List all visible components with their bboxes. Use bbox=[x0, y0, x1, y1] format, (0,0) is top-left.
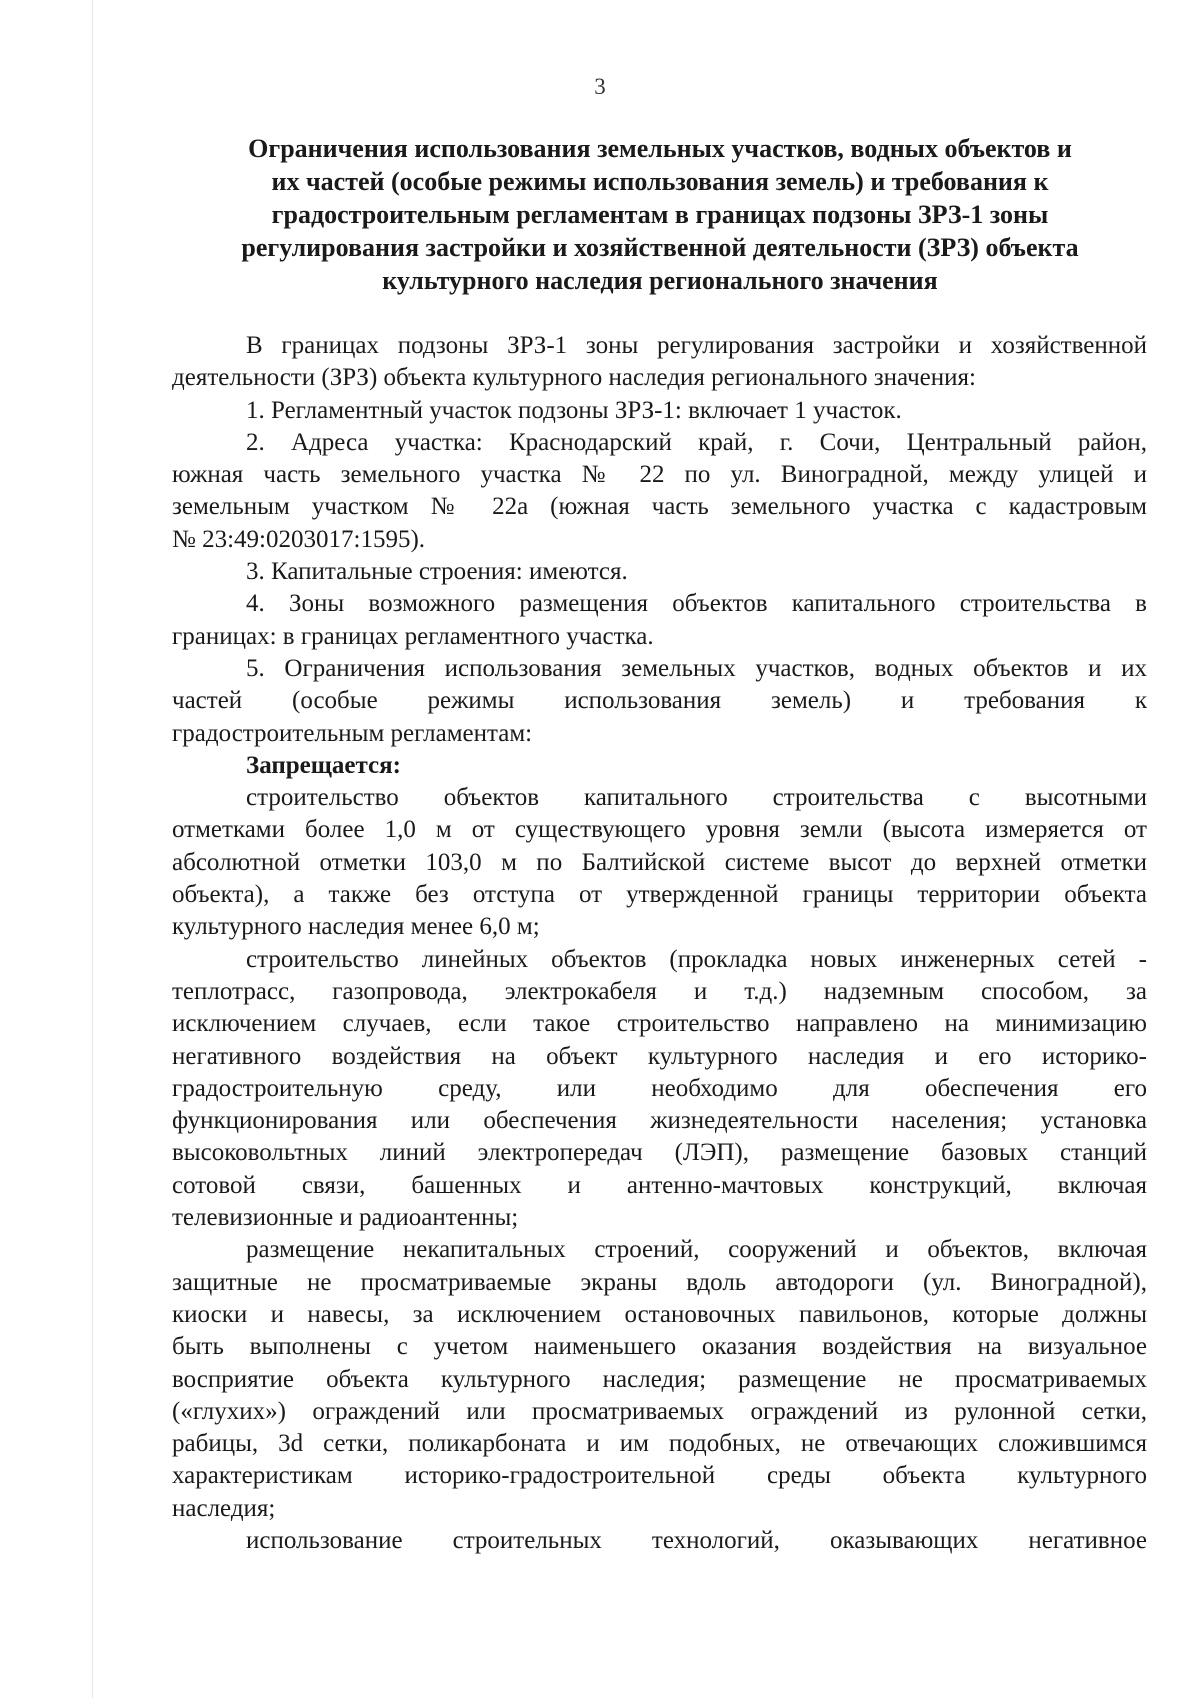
body-line: киоски и навесы, за исключением остановочных павильонов, которые должны bbox=[172, 1300, 1147, 1328]
body-line: теплотрасс, газопровода, электрокабеля и т.д.) надземным способом, за bbox=[172, 977, 1147, 1005]
body-line: строительство объектов капитального строительства с высотными bbox=[246, 784, 1147, 812]
body-line: негативного воздействия на объект культурного наследия и его историко- bbox=[172, 1042, 1147, 1070]
body-line: исключением случаев, если такое строительство направлено на минимизацию bbox=[172, 1010, 1147, 1038]
heading-line: культурного наследия регионального значения bbox=[382, 266, 938, 295]
body-line: («глухих») ограждений или просматриваемых ограждений из рулонной сетки, bbox=[172, 1397, 1147, 1425]
body-line: 4. Зоны возможного размещения объектов капитального строительства в bbox=[246, 590, 1147, 618]
body-line: 3. Капитальные строения: имеются. bbox=[246, 558, 628, 586]
body-line: деятельности (ЗРЗ) объекта культурного наследия регионального значения: bbox=[172, 364, 976, 392]
heading-line: их частей (особые режимы использования земель) и требования к bbox=[271, 167, 1049, 196]
body-line: размещение некапитальных строений, сооружений и объектов, включая bbox=[246, 1236, 1147, 1264]
body-line: высоковольтных линий электропередач (ЛЭП), размещение базовых станций bbox=[172, 1139, 1147, 1167]
scan-edge-line bbox=[92, 0, 93, 1698]
body-line: В границах подзоны ЗРЗ-1 зоны регулирования застройки и хозяйственной bbox=[246, 332, 1147, 359]
section-heading bbox=[170, 132, 1150, 297]
body-line: № 23:49:0203017:1595). bbox=[172, 525, 426, 553]
body-line: функционирования или обеспечения жизнедеятельности населения; установка bbox=[172, 1107, 1147, 1135]
body-line: границах: в границах регламентного участка. bbox=[172, 622, 654, 650]
page-number: 3 bbox=[594, 74, 606, 99]
body-line: 2. Адреса участка: Краснодарский край, г. Сочи, Центральный район, bbox=[246, 428, 1147, 456]
body-line: сотовой связи, башенных и антенно-мачтовых конструкций, включая bbox=[172, 1171, 1147, 1199]
body-line: отметками более 1,0 м от существующего уровня земли (высота измеряется от bbox=[172, 816, 1147, 844]
body-text bbox=[172, 330, 1147, 1557]
body-line: градостроительным регламентам: bbox=[172, 719, 533, 747]
body-line: южная часть земельного участка № 22 по ул. Виноградной, между улицей и bbox=[172, 461, 1147, 489]
body-line: рабицы, 3d сетки, поликарбоната и им подобных, не отвечающих сложившимся bbox=[172, 1430, 1147, 1458]
body-line: быть выполнены с учетом наименьшего оказания воздействия на визуальное bbox=[172, 1333, 1147, 1361]
heading-line: градостроительным регламентам в границах подзоны ЗРЗ-1 зоны bbox=[271, 200, 1049, 229]
body-line: частей (особые режимы использования земель) и требования к bbox=[172, 687, 1147, 715]
body-line: защитные не просматриваемые экраны вдоль автодороги (ул. Виноградной), bbox=[172, 1268, 1147, 1296]
body-line: абсолютной отметки 103,0 м по Балтийской системе высот до верхней отметки bbox=[172, 848, 1147, 876]
body-line: земельным участком № 22а (южная часть земельного участка с кадастровым bbox=[172, 493, 1147, 521]
body-line: градостроительную среду, или необходимо для обеспечения его bbox=[172, 1074, 1147, 1102]
body-line: восприятие объекта культурного наследия; размещение не просматриваемых bbox=[172, 1365, 1147, 1393]
heading-line: регулирования застройки и хозяйственной деятельности (ЗРЗ) объекта bbox=[241, 233, 1079, 262]
heading-line: Ограничения использования земельных участков, водных объектов и bbox=[248, 134, 1072, 163]
body-line: использование строительных технологий, оказывающих негативное bbox=[246, 1526, 1147, 1554]
body-line: культурного наследия менее 6,0 м; bbox=[172, 913, 540, 941]
body-line: строительство линейных объектов (прокладка новых инженерных сетей - bbox=[246, 945, 1147, 973]
body-line: объекта), а также без отступа от утвержденной границы территории объекта bbox=[172, 881, 1147, 909]
body-line: телевизионные и радиоантенны; bbox=[172, 1204, 519, 1232]
section-label: Запрещается: bbox=[246, 751, 402, 779]
body-line: 1. Регламентный участок подзоны ЗРЗ-1: включает 1 участок. bbox=[246, 396, 902, 424]
body-line: 5. Ограничения использования земельных участков, водных объектов и их bbox=[246, 654, 1147, 682]
body-line: характеристикам историко-градостроительной среды объекта культурного bbox=[172, 1462, 1147, 1490]
body-line: наследия; bbox=[172, 1494, 276, 1522]
